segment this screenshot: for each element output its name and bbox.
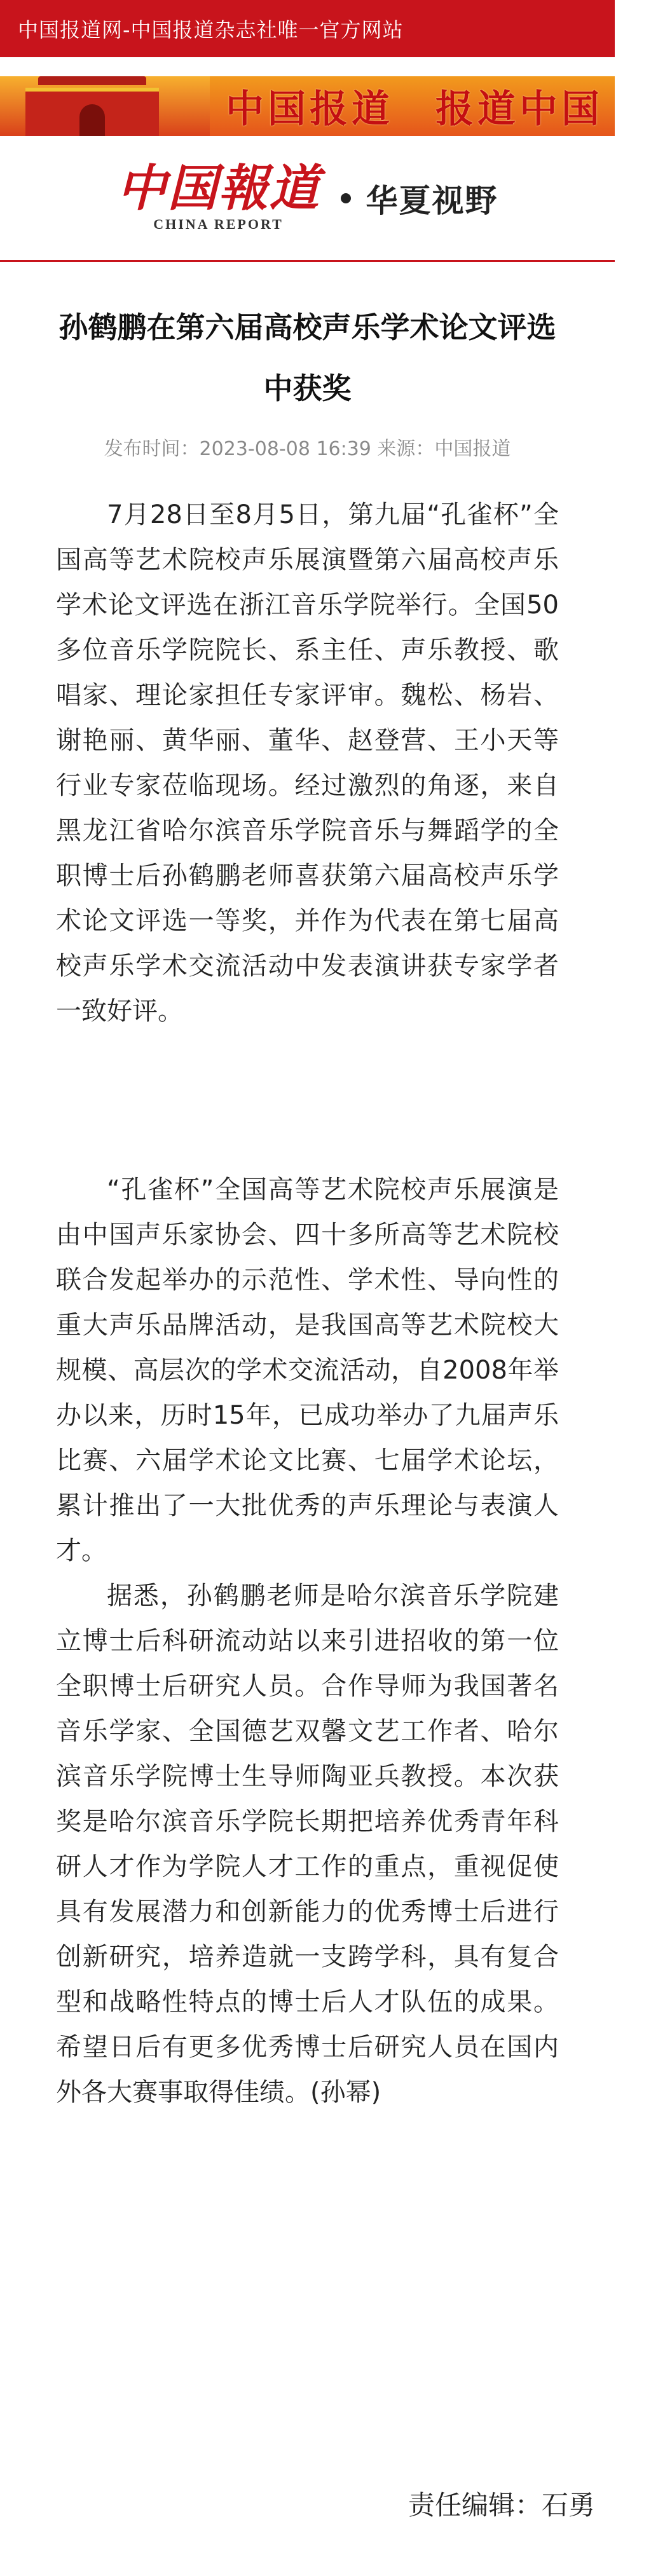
article-meta: 发布时间：2023-08-08 16:39 来源：中国报道 [104, 438, 511, 460]
article-paragraph: 据悉，孙鹤鹏老师是哈尔滨音乐学院建立博士后科研流动站以来引进招收的第一位全职博士后研究人员。合作导师为我国著名音乐学家、全国德艺双馨文艺工作者、哈尔滨音乐学院博士生导师陶亚兵教授。本次获奖是哈尔滨音乐学院长期把培养优秀青年科研人才作为学院人才工作的重点，重视促使具有发展潜力和创新能力的优秀博士后进行创新研究，培养造就一支跨学科，具有复合型和战略性特点的博士后人才队伍的成果。希望日后有更多优秀博士后研究人员在国内外各大赛事取得佳绩。(孙幂) [56, 1581, 559, 2107]
site-topbar [0, 0, 615, 57]
tiananmen-gate-icon [25, 88, 159, 136]
logo-chinese-text: 中国報道 [116, 159, 320, 217]
article-editor: 责任编辑：石勇 [408, 2490, 595, 2521]
brand-tagline: 华夏视野 [366, 182, 498, 219]
separator-dot [341, 193, 351, 203]
banner-slogan: 中国报道 报道中国 [226, 87, 603, 132]
site-slogan-link[interactable]: 中国报道网-中国报道杂志社唯一官方网站 [18, 18, 404, 42]
article-paragraph: 7月28日至8月5日，第九届“孔雀杯”全国高等艺术院校声乐展演暨第六届高校声乐学术论文评选在浙江音乐学院举行。全国50多位音乐学院院长、系主任、声乐教授、歌唱家、理论家担任专家评审。魏松、杨岩、谢艳丽、黄华丽、董华、赵登营、王小天等行业专家莅临现场。经过激烈的角逐，来自黑龙江省哈尔滨音乐学院音乐与舞蹈学的全职博士后孙鹤鹏老师喜获第六届高校声乐学术论文评选一等奖，并作为代表在第七届高校声乐学术交流活动中发表演讲获专家学者一致好评。 [56, 500, 559, 1026]
header-banner [0, 76, 615, 136]
china-report-logo[interactable] [116, 159, 320, 233]
article-title: 孙鹤鹏在第六届高校声乐学术论文评选中获奖 [58, 310, 556, 405]
article-paragraph: “孔雀杯”全国高等艺术院校声乐展演是由中国声乐家协会、四十多所高等艺术院校联合发起举办的示范性、学术性、导向性的重大声乐品牌活动，是我国高等艺术院校大规模、高层次的学术交流活动，自2008年举办以来，历时15年，已成功举办了九届声乐比赛、六届学术论文比赛、七届学术论坛，累计推出了一大批优秀的声乐理论与表演人才。 [56, 1175, 559, 1565]
article [0, 260, 615, 2115]
banner-skyline-image [0, 76, 210, 136]
logo-english-text: CHINA REPORT [153, 215, 284, 232]
brand-header [0, 136, 615, 262]
